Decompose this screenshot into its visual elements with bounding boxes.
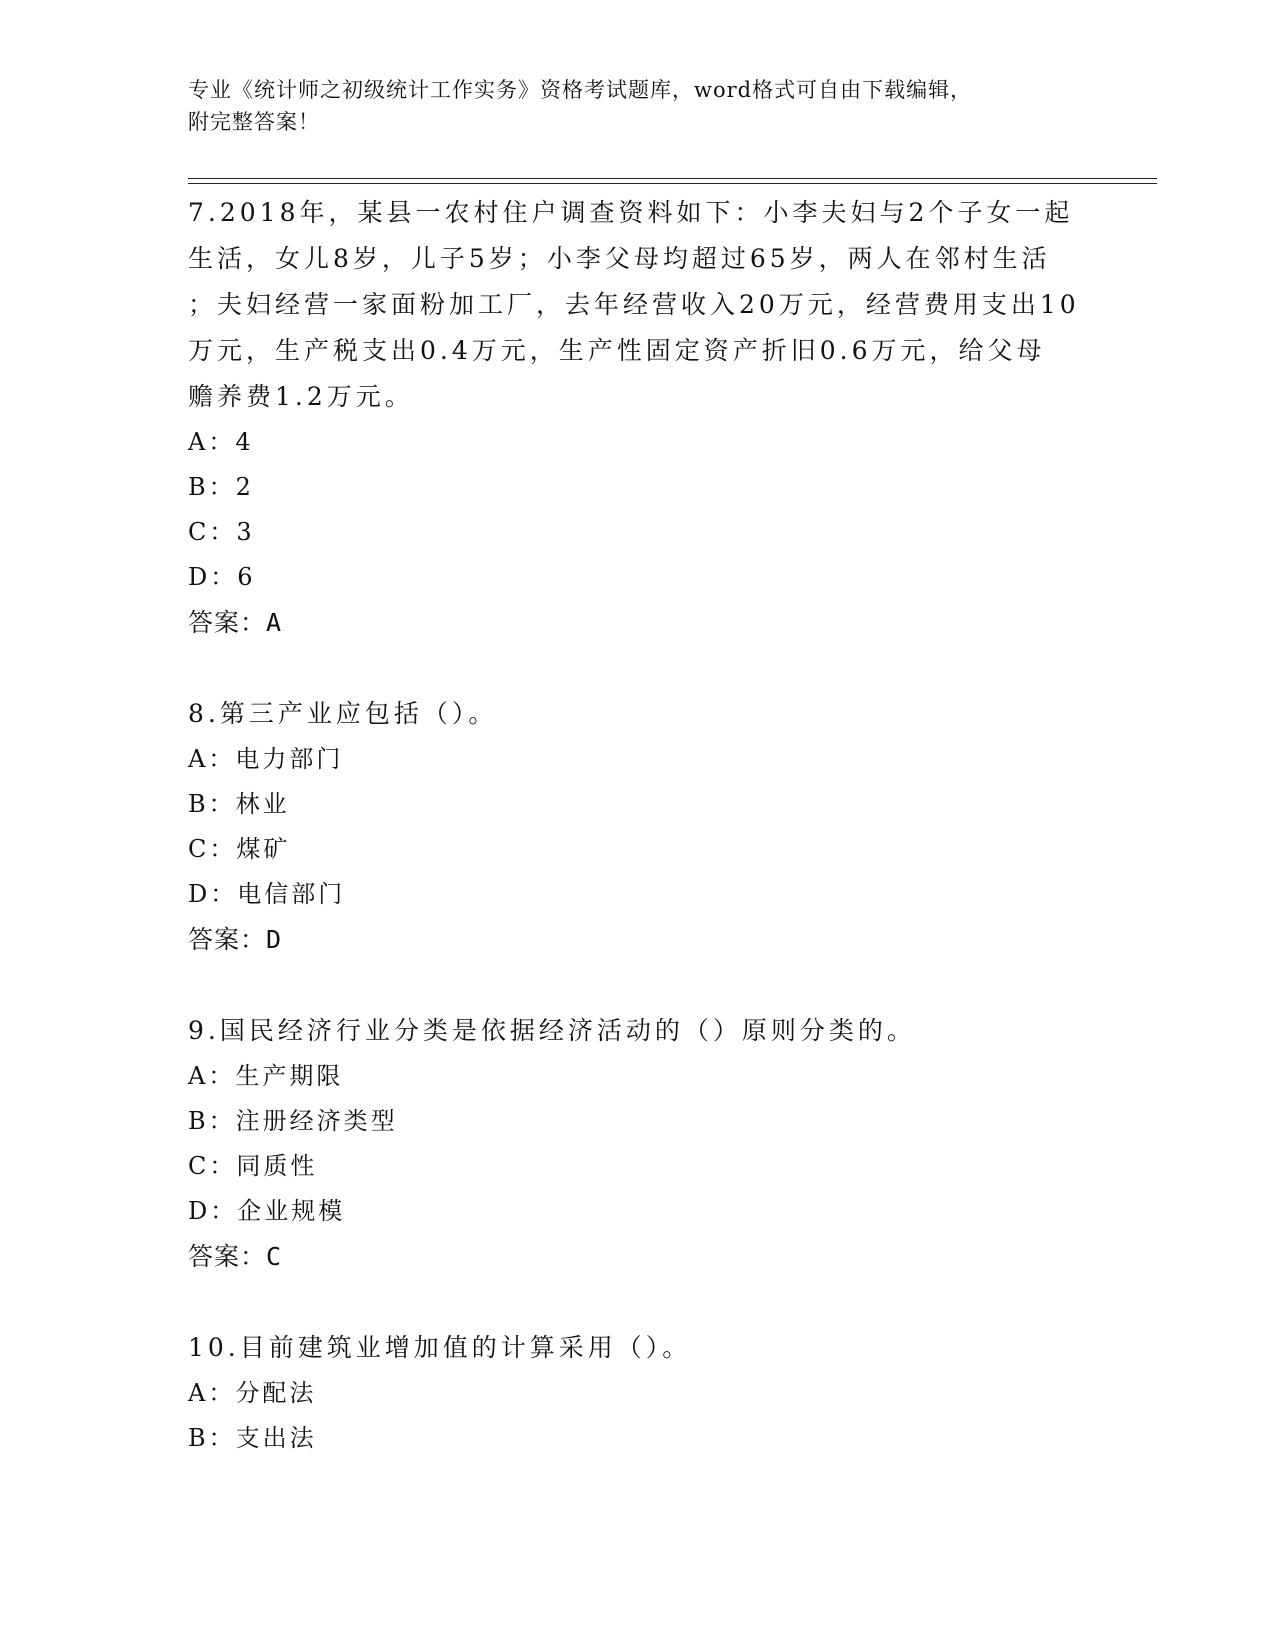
option-d: D：企业规模 — [188, 1197, 346, 1225]
option-c: C：同质性 — [188, 1152, 318, 1180]
option-a: A：4 — [188, 428, 254, 456]
spacer — [188, 962, 1088, 1008]
question-stem-line: 10.目前建筑业增加值的计算采用（）。 — [188, 1333, 692, 1362]
header-line-2: 附完整答案！ — [188, 110, 320, 134]
option-b: B：林业 — [188, 790, 290, 818]
header-line-1: 专业《统计师之初级统计工作实务》资格考试题库，word格式可自由下载编辑， — [188, 78, 973, 102]
option-a: A：电力部门 — [188, 745, 344, 773]
question-stem-line: 生活，女儿8岁，儿子5岁；小李父母均超过65岁，两人在邻村生活 — [188, 244, 1051, 273]
option-a: A：生产期限 — [188, 1062, 344, 1090]
question-7 — [188, 190, 1088, 645]
option-b: B：2 — [188, 473, 254, 501]
answer: 答案：C — [188, 1242, 283, 1271]
option-a: A：分配法 — [188, 1379, 317, 1407]
option-c: C：煤矿 — [188, 835, 291, 863]
header-divider-bottom — [188, 183, 1157, 184]
option-d: D：电信部门 — [188, 880, 346, 908]
question-10 — [188, 1325, 1088, 1461]
spacer — [188, 1279, 1088, 1325]
question-9 — [188, 1008, 1088, 1279]
question-list — [188, 190, 1088, 1461]
document-header — [188, 74, 1068, 138]
question-stem-line: 万元，生产税支出0.4万元，生产性固定资产折旧0.6万元，给父母 — [188, 336, 1046, 365]
question-stem-line: 8.第三产业应包括（）。 — [188, 699, 498, 728]
question-stem-line: 9.国民经济行业分类是依据经济活动的（）原则分类的。 — [188, 1016, 916, 1045]
option-c: C：3 — [188, 518, 255, 546]
option-d: D：6 — [188, 563, 256, 591]
answer: 答案：A — [188, 608, 283, 637]
question-stem-line: 7.2018年，某县一农村住户调查资料如下：小李夫妇与2个子女一起 — [188, 198, 1074, 227]
spacer — [188, 645, 1088, 691]
question-stem-line: 赡养费1.2万元。 — [188, 382, 414, 411]
option-b: B：支出法 — [188, 1424, 317, 1452]
answer: 答案：D — [188, 925, 283, 954]
question-stem-line: ；夫妇经营一家面粉加工厂，去年经营收入20万元，经营费用支出10 — [188, 290, 1080, 319]
header-divider-top — [188, 178, 1157, 179]
question-8 — [188, 691, 1088, 962]
option-b: B：注册经济类型 — [188, 1107, 398, 1135]
